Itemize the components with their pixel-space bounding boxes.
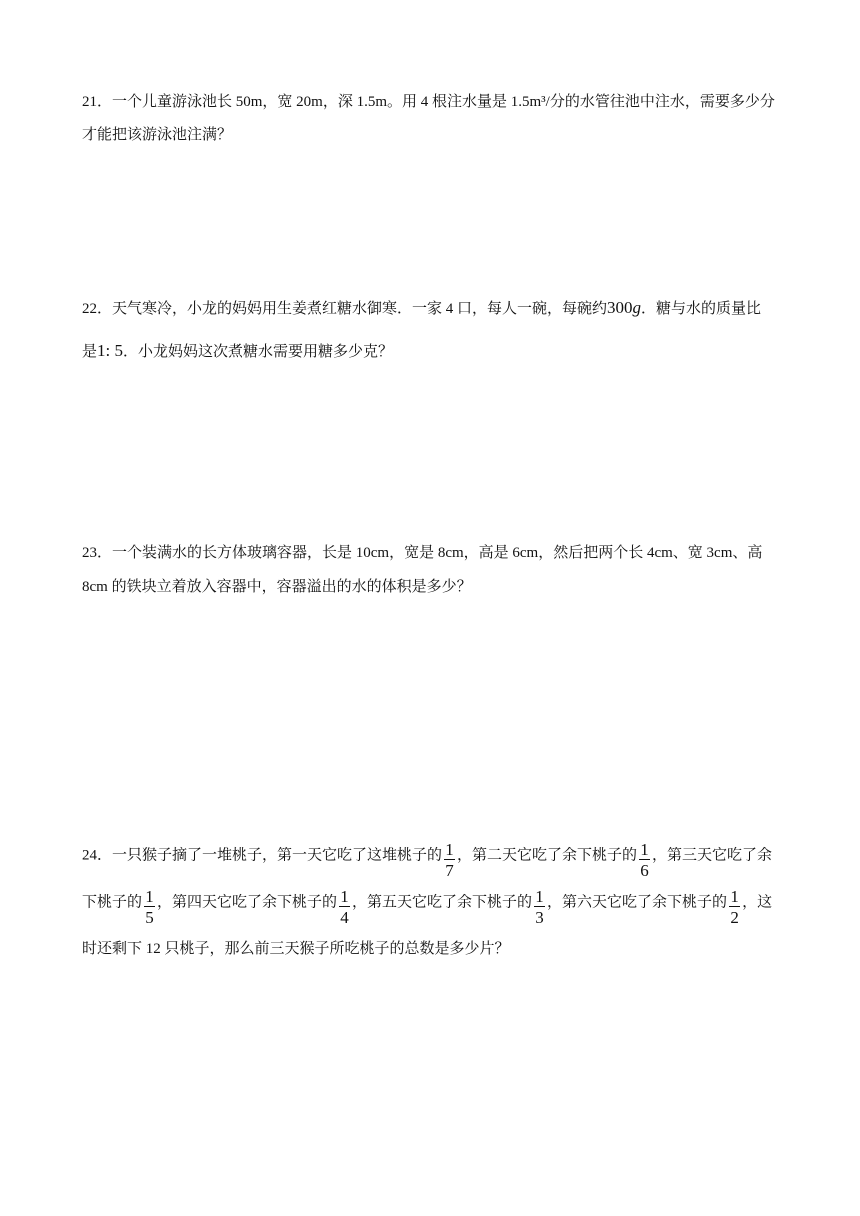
question-22-text-a: 22．天气寒冷，小龙的妈妈用生姜煮红糖水御寒．一家 4 口，每人一碗，每碗约 bbox=[82, 301, 608, 317]
question-22-line-2 bbox=[82, 340, 393, 361]
question-23-line-2: 8cm 的铁块立着放入容器中，容器溢出的水的体积是多少？ bbox=[82, 579, 472, 595]
fraction-one-fourth: $\frac{1}{4}$ bbox=[340, 887, 349, 927]
question-21-line-1: 21．一个儿童游泳池长 50m，宽 20m，深 1.5m。用 4 根注水量是 1.5m³/分的水管往池中注水，需要多少分 bbox=[82, 94, 775, 110]
question-23-line-1: 23．一个装满水的长方体玻璃容器，长是 10cm，宽是 8cm，高是 6cm，然后把两个长 4cm、宽 3cm、高 bbox=[82, 545, 763, 561]
question-22-ratio: 1: 5 bbox=[97, 341, 123, 360]
fraction-one-fifth: $\frac{1}{5}$ bbox=[145, 887, 154, 927]
question-22-text-b: ．糖与水的质量比 bbox=[641, 301, 762, 317]
question-22-unit: g bbox=[632, 298, 642, 317]
question-24-line-3: 时还剩下 12 只桃子，那么前三天猴子所吃桃子的总数是多少片？ bbox=[82, 941, 510, 957]
fraction-one-third: $\frac{1}{3}$ bbox=[535, 887, 544, 927]
fraction-one-seventh: $\frac{1}{7}$ bbox=[445, 840, 454, 880]
question-24-text-2b: ，第四天它吃了余下桃子的 bbox=[157, 894, 338, 911]
question-22-line-1 bbox=[82, 297, 761, 318]
question-24-text-1b: ，第二天它吃了余下桃子的 bbox=[457, 847, 638, 864]
fraction-one-half: $\frac{1}{2}$ bbox=[730, 887, 739, 927]
question-24-text-1c: ，第三天它吃了余 bbox=[652, 847, 773, 864]
question-24-text-2e: ，这 bbox=[742, 894, 773, 911]
question-21-line-2: 才能把该游泳池注满？ bbox=[82, 127, 233, 143]
fraction-one-sixth: $\frac{1}{6}$ bbox=[640, 840, 649, 880]
question-24-text-2a: 下桃子的 bbox=[82, 894, 143, 911]
question-24-line-2 bbox=[82, 884, 773, 927]
question-22-text-d: ．小龙妈妈这次煮糖水需要用糖多少克？ bbox=[123, 344, 394, 360]
question-24-text-2c: ，第五天它吃了余下桃子的 bbox=[352, 894, 533, 911]
question-22-text-c: 是 bbox=[82, 344, 98, 360]
question-22-amount: 300 bbox=[607, 298, 633, 317]
question-24-text-2d: ，第六天它吃了余下桃子的 bbox=[547, 894, 728, 911]
question-24-line-1 bbox=[82, 837, 773, 880]
question-24-text-1a: 24．一只猴子摘了一堆桃子，第一天它吃了这堆桃子的 bbox=[82, 847, 443, 864]
